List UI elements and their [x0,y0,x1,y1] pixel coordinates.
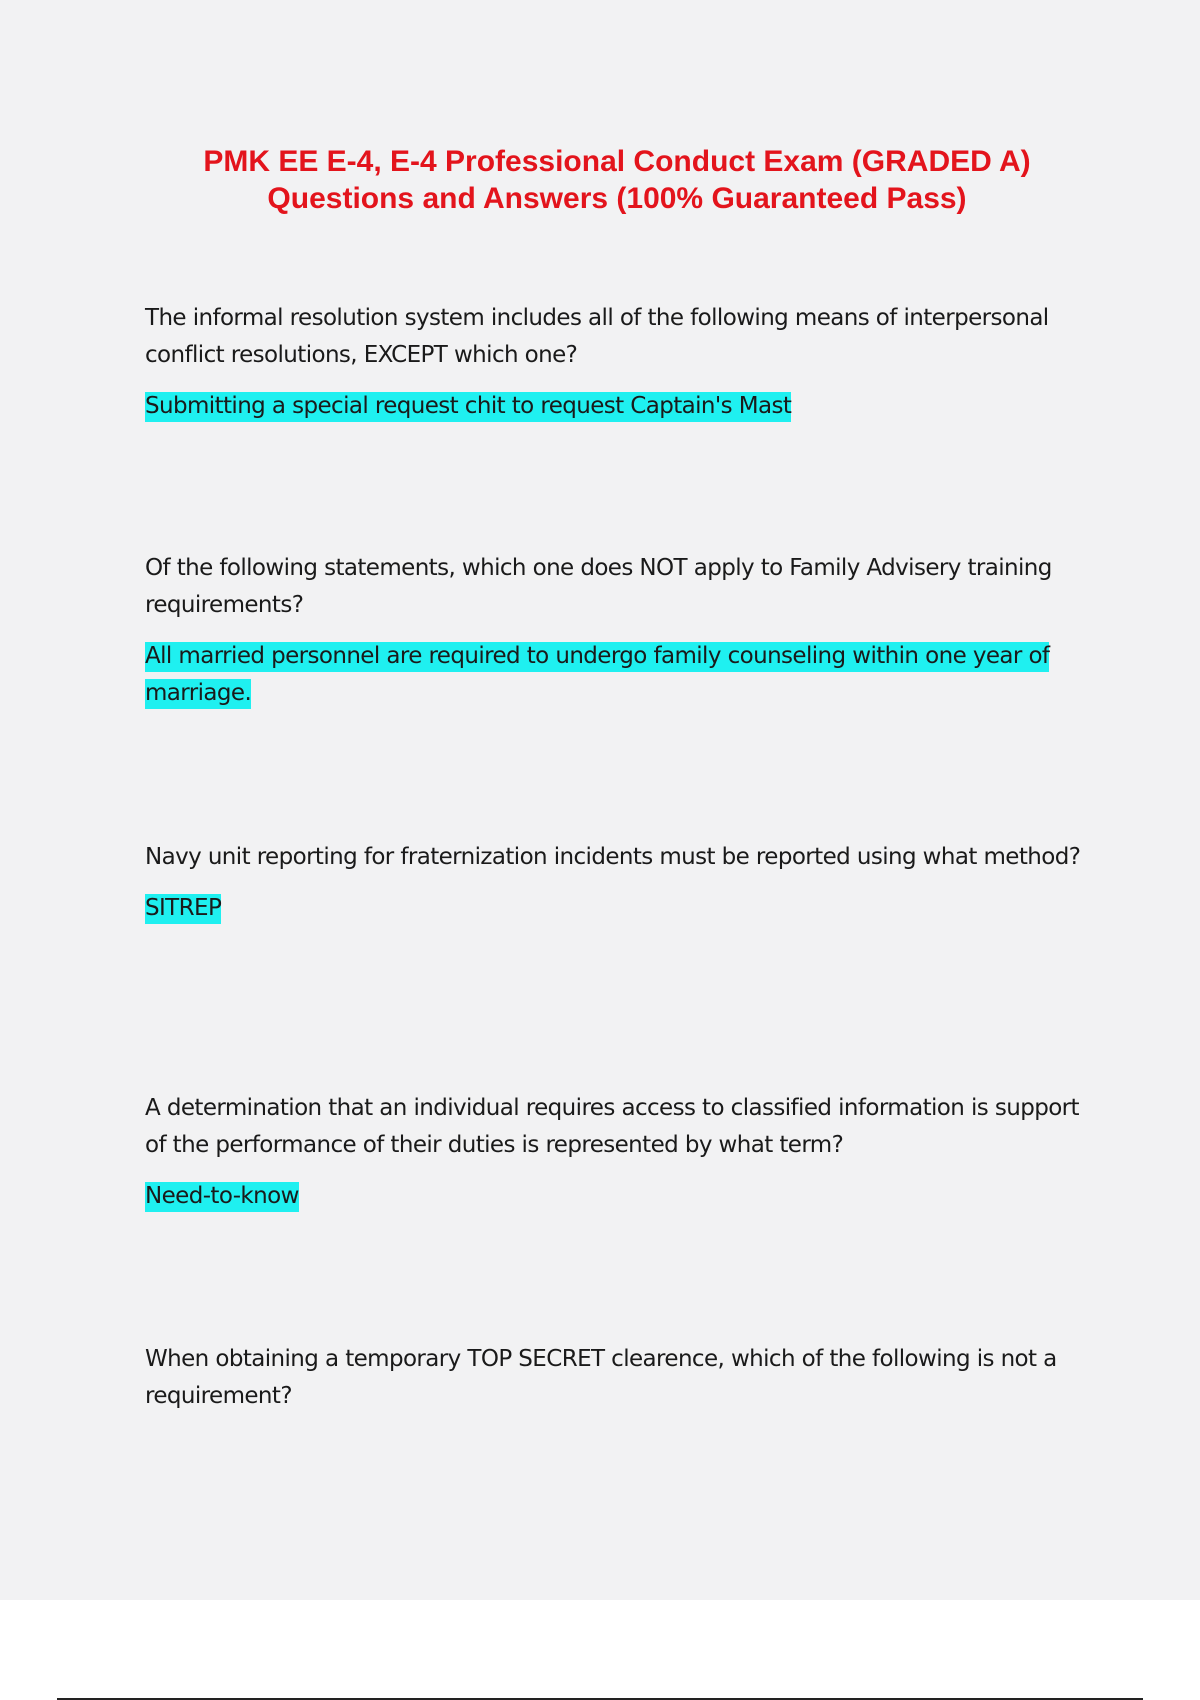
qa-item [145,1341,1085,1415]
answer-highlight: All married personnel are required to undergo family counseling within one year of marriage. [145,642,1049,709]
title-line-1: PMK EE E-4, E-4 Professional Conduct Exam (GRADED A) [203,145,1031,178]
answer-text [145,638,1085,712]
question-text: Of the following statements, which one does NOT apply to Family Advisery training requirements? [145,555,1052,618]
qa-item [145,839,1085,927]
answer-text [145,1178,1085,1215]
answer-highlight: Submitting a special request chit to request Captain's Mast [145,392,791,422]
question-text: Navy unit reporting for fraternization incidents must be reported using what method? [145,844,1081,870]
question-text: When obtaining a temporary TOP SECRET clearence, which of the following is not a requirement? [145,1346,1057,1409]
answer-text [145,388,1085,425]
answer-text [145,890,1085,927]
answer-highlight: SITREP [145,894,221,924]
question-text: The informal resolution system includes all of the following means of interpersonal conflict resolutions, EXCEPT which one? [145,305,1049,368]
document-title [0,143,1200,217]
title-line-2: Questions and Answers (100% Guaranteed Pass) [267,182,967,215]
qa-item [145,1090,1085,1215]
answer-highlight: Need-to-know [145,1182,299,1212]
qa-item [145,550,1085,712]
question-text: A determination that an individual requires access to classified information is support of the performance of their duties is represented by what term? [145,1095,1079,1158]
qa-item [145,300,1085,425]
